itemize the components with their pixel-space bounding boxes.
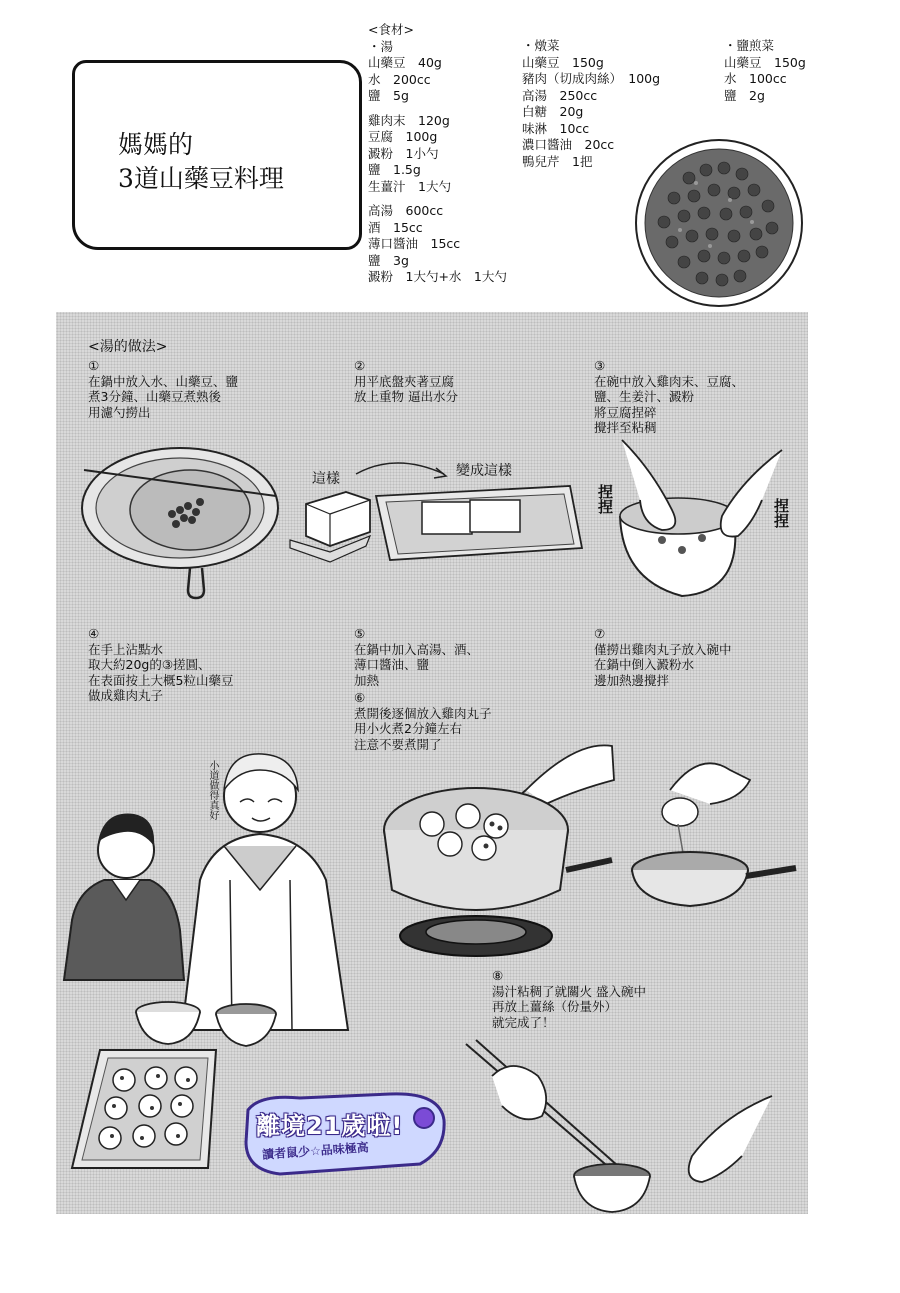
step-line: 煮3分鐘、山藥豆煮熟後 [88,389,221,404]
sfx-squeeze-right: 捏捏 [772,498,790,528]
step-line: 在表面按上大概5粒山藥豆 [88,672,234,688]
soup-label: ・湯 [368,38,394,54]
title-line-1: 媽媽的 [118,130,194,159]
ingredient-item: 白糖 20g [522,104,584,119]
step-2 [354,358,458,405]
step-8 [492,968,646,1030]
step-line: 加熱 [354,672,380,688]
ingredient-item: 高湯 600cc [368,203,444,218]
fried-label: ・鹽煎菜 [724,38,775,53]
ingredient-item: 雞肉末 120g [368,112,450,128]
step-line: 取大約20g的③搓圓、 [88,657,211,672]
strainer-illustration [80,440,280,600]
step-number: ⑤ [354,626,366,641]
step-line: 薄口醬油、鹽 [354,657,430,672]
ingredients-fried [724,38,806,104]
yam-bean-plate-illustration [634,138,804,308]
step-number: ④ [88,626,100,641]
step-line: 煮開後逐個放入雞肉丸子 [354,705,492,721]
step-line: 在碗中放入雞肉末、豆腐、 [594,373,745,389]
title-line-2: 3道山藥豆料理 [118,164,284,193]
praise-speech: 小道做得真好 [207,760,218,820]
ingredients-soup [368,22,507,286]
step-line: 僅撈出雞肉丸子放入碗中 [594,641,732,657]
ingredient-item: 水 200cc [368,71,431,87]
step-4 [88,626,233,704]
step-line: 鹽、生姜汁、澱粉 [594,389,695,404]
stew-label: ・燉菜 [522,38,560,53]
ingredient-item: 豆腐 100g [368,129,438,144]
ingredient-item: 澱粉 1小勺 [368,145,439,161]
grandma-and-boy-illustration [64,730,354,1070]
ingredients-header: <食材> [368,22,414,37]
ingredient-item: 山藥豆 150g [522,54,604,70]
step-line: 在鍋中加入高湯、酒、 [354,641,480,657]
ingredient-item: 鹽 5g [368,88,409,103]
mixing-bowl-hands-illustration [612,420,792,610]
ingredient-item: 鴨兒芹 1把 [522,153,593,169]
step-number: ⑧ [492,968,504,983]
step-line: 就完成了！ [492,1014,555,1030]
method-heading: <湯的做法> [88,339,168,355]
pot-on-stove-illustration [376,720,616,970]
step-number: ⑦ [594,626,606,641]
step-number: ⑥ [354,690,366,705]
step-number: ③ [594,358,606,373]
step-line: 用平底盤夾著豆腐 [354,373,455,389]
saucepan-starch-illustration [630,740,800,910]
ingredient-item: 水 100cc [724,71,787,86]
step-line: 用濾勺撈出 [88,404,151,420]
step-1 [88,358,238,420]
annotation-this-way: 這樣 [312,471,340,487]
meatball-tray-illustration [70,1046,220,1172]
ingredient-item: 澱粉 1大勺+水 1大勺 [368,269,507,284]
ingredient-item: 味淋 10cc [522,120,590,136]
step-line: 在鍋中放入水、山藥豆、鹽 [88,373,239,389]
ingredient-item: 生薑汁 1大勺 [368,178,451,194]
tofu-illustration [286,456,586,566]
step-line: 將豆腐捏碎 [594,404,657,420]
ingredient-item: 鹽 2g [724,87,765,103]
ingredient-item: 山藥豆 150g [724,54,806,70]
ingredient-item: 薄口醬油 15cc [368,236,461,251]
annotation-becomes: 變成這樣 [456,463,512,479]
step-line: 邊加熱邊攪拌 [594,672,670,688]
ingredient-item: 豬肉（切成肉絲） 100g [522,71,661,86]
step-line: 注意不要煮開了 [354,736,442,752]
ingredient-item: 山藥豆 40g [368,55,442,70]
ingredient-item: 鹽 1.5g [368,162,421,177]
step-7 [594,626,732,688]
chopsticks-bowl-illustration [462,1036,782,1214]
step-line: 攪拌至粘稠 [594,420,657,435]
step-5 [354,626,479,688]
ingredient-item: 濃口醬油 20cc [522,137,615,152]
step-line: 在鍋中倒入澱粉水 [594,657,695,672]
page-title [118,128,284,196]
step-line: 放上重物 逼出水分 [354,389,458,404]
step-line: 在手上沾點水 [88,641,164,657]
step-line: 用小火煮2分鐘左右 [354,721,462,736]
step-number: ② [354,358,366,373]
step-line: 再放上薑絲（份量外） [492,999,618,1014]
step-number: ① [88,358,100,373]
ingredient-item: 鹽 3g [368,252,409,268]
watermark-subtitle: 讀者鼠少☆品味極高 [261,1140,370,1162]
step-line: 做成雞肉丸子 [88,688,164,703]
ingredient-item: 高湯 250cc [522,87,598,103]
ingredient-item: 酒 15cc [368,219,423,235]
watermark-title: 離境21歲啦! [256,1112,404,1140]
step-line: 湯汁粘稠了就關火 盛入碗中 [492,983,646,999]
sfx-squeeze-left: 捏捏 [596,484,614,514]
